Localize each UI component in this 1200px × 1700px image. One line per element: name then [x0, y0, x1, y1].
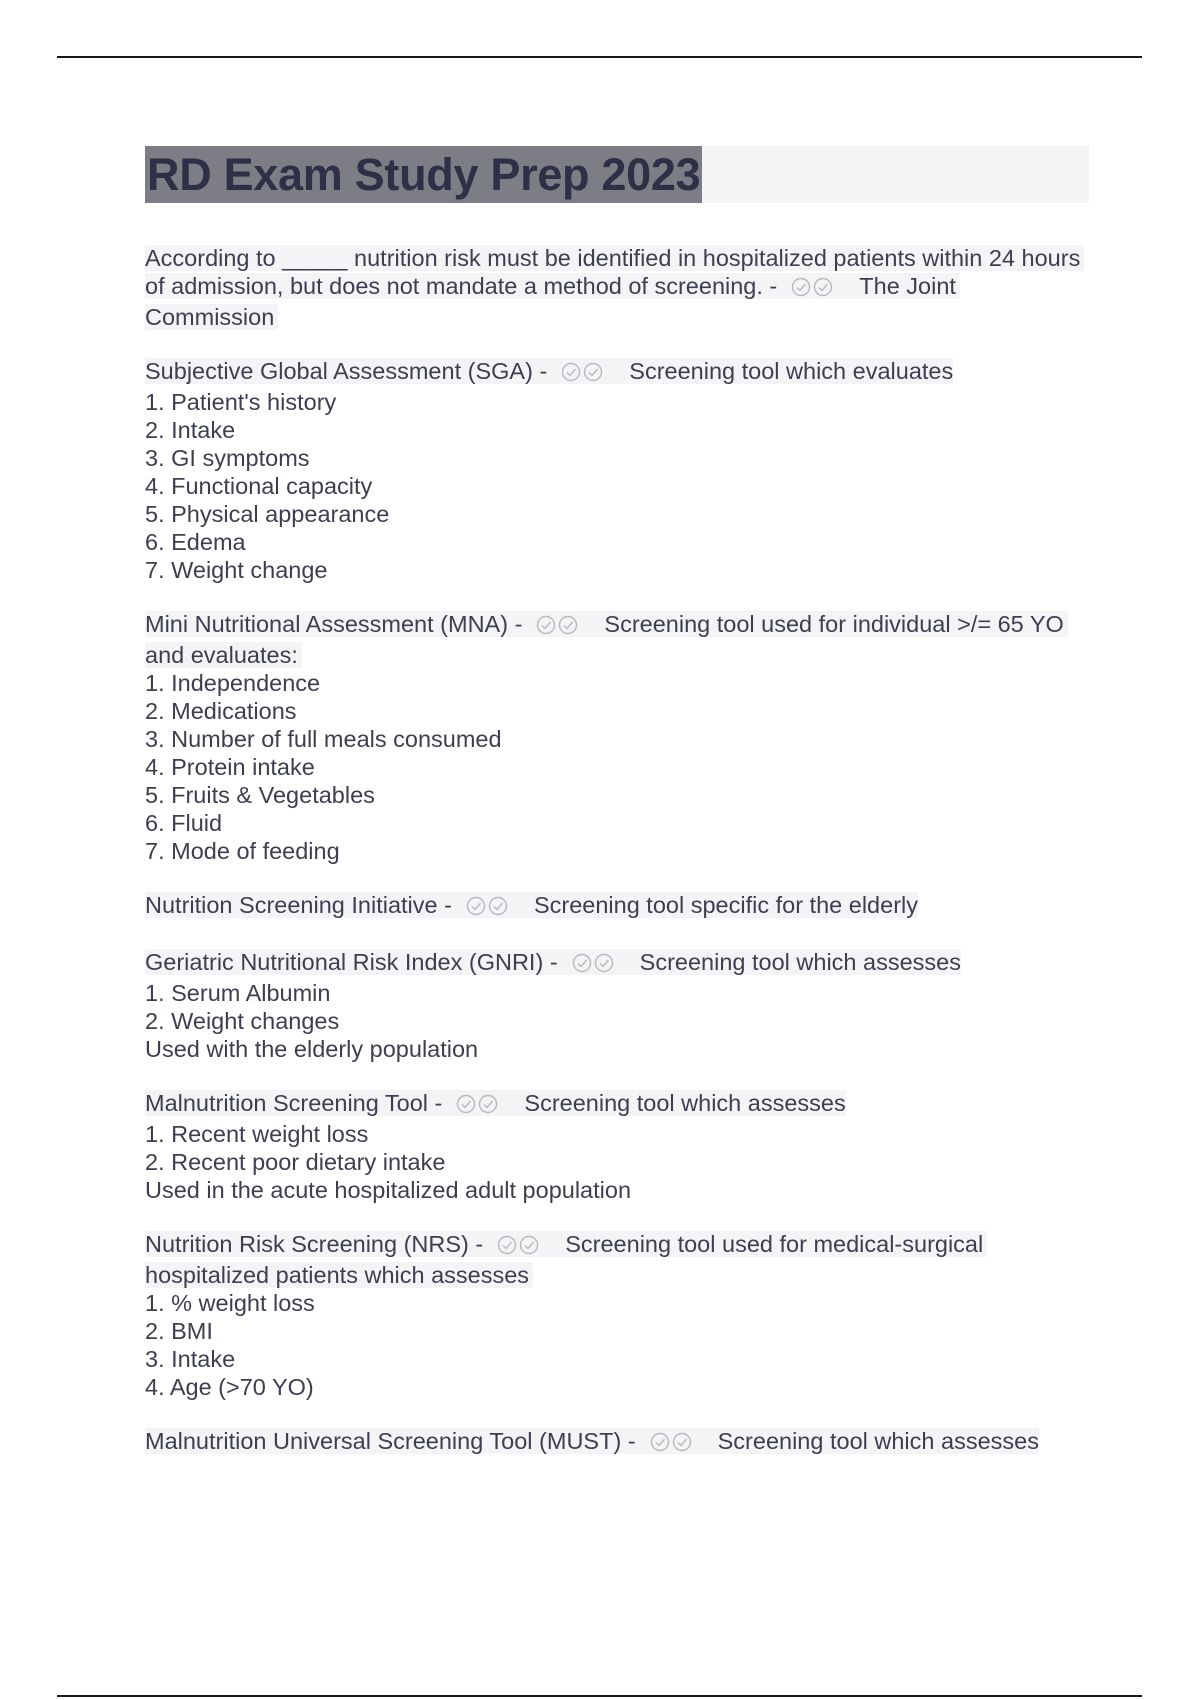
flashcard-term: Geriatric Nutritional Risk Index (GNRI) -	[145, 949, 558, 975]
flashcard	[145, 1089, 1090, 1204]
double-check-icon	[536, 613, 580, 641]
list-item: 5. Physical appearance	[145, 501, 390, 527]
flashcard-qa	[145, 1090, 846, 1116]
flashcard-term: Malnutrition Screening Tool -	[145, 1090, 443, 1116]
flashcard-list	[145, 244, 1090, 1484]
flashcard	[145, 357, 1090, 584]
footer-rule	[57, 1695, 1142, 1697]
page-title: RD Exam Study Prep 2023	[145, 146, 702, 203]
list-item: 1. Independence	[145, 670, 321, 696]
answer-list	[145, 979, 1090, 1063]
flashcard-answer: Screening tool used for individual >/= 65 YO and evaluates:	[145, 611, 1064, 668]
flashcard-qa	[145, 1231, 987, 1288]
header-rule	[57, 56, 1142, 58]
answer-list	[145, 1289, 1090, 1401]
flashcard	[145, 891, 1090, 922]
answer-list	[145, 1120, 1090, 1204]
list-item: 3. GI symptoms	[145, 445, 310, 471]
list-item: 1. Recent weight loss	[145, 1121, 369, 1147]
flashcard	[145, 948, 1090, 1063]
list-item: 4. Functional capacity	[145, 473, 373, 499]
list-item: 1. % weight loss	[145, 1290, 315, 1316]
list-item: Used in the acute hospitalized adult population	[145, 1177, 632, 1203]
flashcard-qa	[145, 949, 961, 975]
flashcard-qa	[145, 245, 1084, 330]
flashcard	[145, 1427, 1090, 1458]
flashcard-term: Mini Nutritional Assessment (MNA) -	[145, 611, 523, 637]
double-check-icon	[572, 951, 616, 979]
flashcard-term: Subjective Global Assessment (SGA) -	[145, 358, 548, 384]
double-check-icon	[650, 1430, 694, 1458]
flashcard-term: Malnutrition Universal Screening Tool (MUST) -	[145, 1428, 636, 1454]
flashcard-qa	[145, 611, 1068, 668]
flashcard-answer: Screening tool used for medical-surgical hospitalized patients which assesses	[145, 1231, 984, 1288]
list-item: 1. Patient's history	[145, 389, 337, 415]
flashcard-term: Nutrition Risk Screening (NRS) -	[145, 1231, 484, 1257]
flashcard	[145, 1230, 1090, 1401]
list-item: 2. Weight changes	[145, 1008, 340, 1034]
flashcard-answer: Screening tool which assesses	[639, 949, 961, 975]
list-item: 7. Weight change	[145, 557, 328, 583]
flashcard-answer: Screening tool specific for the elderly	[533, 892, 918, 918]
flashcard-answer: Screening tool which evaluates	[629, 358, 954, 384]
double-check-icon	[497, 1233, 541, 1261]
double-check-icon	[791, 275, 835, 303]
flashcard-qa	[145, 1428, 1039, 1454]
list-item: 6. Edema	[145, 529, 246, 555]
list-item: 6. Fluid	[145, 810, 223, 836]
flashcard-answer: Screening tool which assesses	[717, 1428, 1039, 1454]
list-item: 4. Protein intake	[145, 754, 315, 780]
double-check-icon	[561, 360, 605, 388]
list-item: 2. Intake	[145, 417, 236, 443]
list-item: Used with the elderly population	[145, 1036, 479, 1062]
list-item: 3. Intake	[145, 1346, 236, 1372]
list-item: 4. Age (>70 YO)	[145, 1374, 314, 1400]
list-item: 2. Recent poor dietary intake	[145, 1149, 446, 1175]
flashcard-term: Nutrition Screening Initiative -	[145, 892, 452, 918]
list-item: 2. BMI	[145, 1318, 213, 1344]
list-item: 7. Mode of feeding	[145, 838, 340, 864]
double-check-icon	[456, 1092, 500, 1120]
flashcard-qa	[145, 892, 918, 918]
list-item: 5. Fruits & Vegetables	[145, 782, 375, 808]
flashcard-answer: Screening tool which assesses	[524, 1090, 846, 1116]
answer-list	[145, 388, 1090, 584]
flashcard-answer: The Joint Commission	[145, 273, 956, 330]
list-item: 3. Number of full meals consumed	[145, 726, 502, 752]
answer-list	[145, 669, 1090, 865]
flashcard	[145, 244, 1090, 331]
double-check-icon	[466, 894, 510, 922]
flashcard-term: According to _____ nutrition risk must be identified in hospitalized patients within 24 hours of admission, but does not mandate a method of screening. -	[145, 245, 1081, 299]
flashcard-qa	[145, 358, 953, 384]
list-item: 2. Medications	[145, 698, 297, 724]
list-item: 1. Serum Albumin	[145, 980, 331, 1006]
flashcard	[145, 610, 1090, 865]
